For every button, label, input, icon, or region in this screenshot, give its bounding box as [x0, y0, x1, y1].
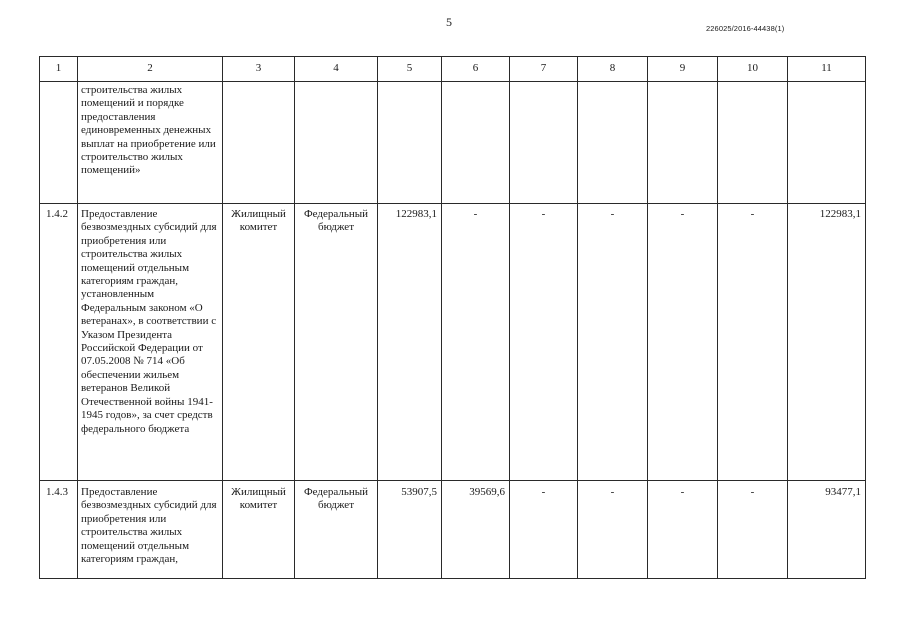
value-cell: -: [718, 204, 788, 481]
column-header: 10: [718, 57, 788, 82]
description-cell: Предоставление безвозмездных субсидий для приобретения или строительства жилых помещений отдельным категориям граждан,: [78, 481, 223, 579]
value-cell: 39569,6: [442, 481, 510, 579]
column-header: 7: [510, 57, 578, 82]
row-index-cell: 1.4.2: [40, 204, 78, 481]
value-cell: [648, 82, 718, 204]
column-header: 2: [78, 57, 223, 82]
column-header: 11: [788, 57, 866, 82]
value-cell: -: [510, 204, 578, 481]
executor-cell: [223, 82, 295, 204]
value-cell: -: [648, 481, 718, 579]
funding-source-cell: Федеральный бюджет: [295, 204, 378, 481]
executor-cell: Жилищный комитет: [223, 204, 295, 481]
value-cell: 122983,1: [378, 204, 442, 481]
table-row: [40, 204, 866, 481]
funding-source-cell: Федеральный бюджет: [295, 481, 378, 579]
value-cell: [578, 82, 648, 204]
description-cell: строительства жилых помещений и порядке предоставления единовременных денежных выплат на приобретение или строительство жилых помещений»: [78, 82, 223, 204]
column-header: 3: [223, 57, 295, 82]
column-header: 6: [442, 57, 510, 82]
total-cell: 122983,1: [788, 204, 866, 481]
column-header: 4: [295, 57, 378, 82]
table-row: [40, 82, 866, 204]
description-cell: Предоставление безвозмездных субсидий для приобретения или строительства жилых помещений отдельным категориям граждан, установленным Федеральным законом «О ветеранах», в соответствии с Указом Президента Российской Федерации от 07.05.2008 № 714 «Об обеспечении жильем ветеранов Великой Отечественной войны 1941-1945 годов», за счет средств федерального бюджета: [78, 204, 223, 481]
page-number: 5: [446, 15, 452, 29]
value-cell: -: [510, 481, 578, 579]
total-cell: 93477,1: [788, 481, 866, 579]
row-index-cell: [40, 82, 78, 204]
value-cell: -: [442, 204, 510, 481]
value-cell: [510, 82, 578, 204]
value-cell: -: [648, 204, 718, 481]
value-cell: -: [718, 481, 788, 579]
column-header: 8: [578, 57, 648, 82]
column-header: 5: [378, 57, 442, 82]
value-cell: -: [578, 481, 648, 579]
value-cell: [718, 82, 788, 204]
value-cell: -: [578, 204, 648, 481]
funding-source-cell: [295, 82, 378, 204]
total-cell: [788, 82, 866, 204]
value-cell: [442, 82, 510, 204]
row-index-cell: 1.4.3: [40, 481, 78, 579]
value-cell: [378, 82, 442, 204]
value-cell: 53907,5: [378, 481, 442, 579]
table-row: [40, 481, 866, 579]
program-table: [39, 56, 866, 579]
executor-cell: Жилищный комитет: [223, 481, 295, 579]
header-row: [40, 57, 866, 82]
column-header: 1: [40, 57, 78, 82]
column-header: 9: [648, 57, 718, 82]
document-code: 226025/2016-44438(1): [706, 24, 785, 33]
